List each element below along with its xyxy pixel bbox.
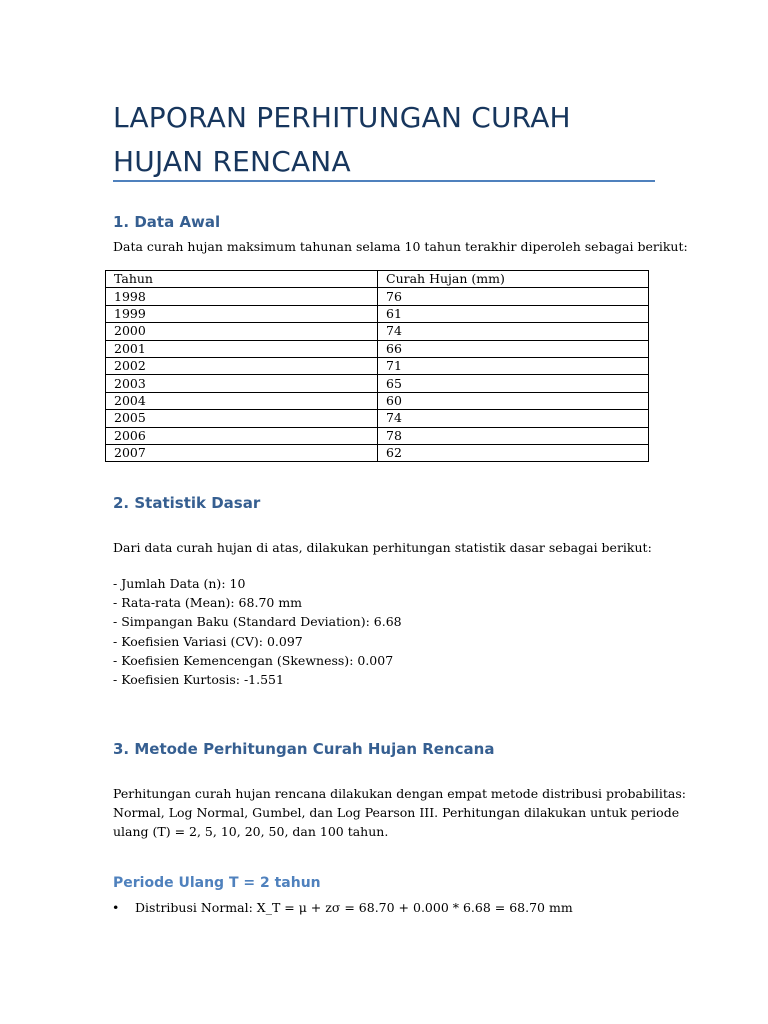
year-cell: 2005 (106, 410, 378, 427)
section-1-intro: Data curah hujan maksimum tahunan selama 10 tahun terakhir diperoleh sebagai berikut: (113, 239, 688, 254)
rainfall-cell: 65 (378, 375, 649, 392)
rainfall-cell: 61 (378, 305, 649, 322)
section-2-intro: Dari data curah hujan di atas, dilakukan perhitungan statistik dasar sebagai berikut: (113, 540, 652, 555)
section-3-heading: 3. Metode Perhitungan Curah Hujan Rencana (113, 740, 495, 758)
list-item: - Koefisien Kemencengan (Skewness): 0.007 (113, 652, 394, 668)
list-item: - Jumlah Data (n): 10 (113, 576, 246, 591)
statistics-list (113, 574, 402, 689)
year-cell: 2004 (106, 392, 378, 409)
rainfall-cell: 76 (378, 288, 649, 305)
title-line-1: LAPORAN PERHITUNGAN CURAH (113, 101, 571, 134)
year-cell: 2000 (106, 323, 378, 340)
section-2-heading: 2. Statistik Dasar (113, 494, 261, 512)
table-row (106, 340, 649, 357)
table-row (106, 392, 649, 409)
title-divider (113, 180, 655, 182)
table-row (106, 357, 649, 374)
document-title (113, 96, 655, 184)
table-header-cell: Tahun (106, 271, 378, 288)
paragraph-line: Normal, Log Normal, Gumbel, dan Log Pearson III. Perhitungan dilakukan untuk periode (113, 805, 680, 820)
return-period-subheading: Periode Ulang T = 2 tahun (113, 875, 321, 891)
bullet-text: Distribusi Normal: X_T = μ + zσ = 68.70 + 0.000 * 6.68 = 68.70 mm (135, 900, 573, 915)
year-cell: 1999 (106, 305, 378, 322)
rainfall-cell: 74 (378, 410, 649, 427)
table-row (106, 323, 649, 340)
paragraph-line: Perhitungan curah hujan rencana dilakukan dengan empat metode distribusi probabilitas: (113, 786, 687, 801)
table-row (106, 410, 649, 427)
year-cell: 1998 (106, 288, 378, 305)
rainfall-cell: 74 (378, 323, 649, 340)
table-row (106, 288, 649, 305)
rainfall-cell: 71 (378, 357, 649, 374)
list-item: - Rata-rata (Mean): 68.70 mm (113, 595, 303, 611)
rainfall-cell: 78 (378, 427, 649, 444)
paragraph-line: ulang (T) = 2, 5, 10, 20, 50, dan 100 tahun. (113, 824, 389, 839)
table-row (106, 444, 649, 461)
table-header-row (106, 271, 649, 288)
rainfall-cell: 66 (378, 340, 649, 357)
rainfall-table (105, 270, 649, 462)
list-item: - Simpangan Baku (Standard Deviation): 6.68 (113, 614, 402, 630)
section-3-paragraph (113, 784, 686, 841)
rainfall-cell: 62 (378, 444, 649, 461)
year-cell: 2002 (106, 357, 378, 374)
table-row (106, 427, 649, 444)
bullet-icon: • (112, 900, 120, 915)
list-item: - Koefisien Kurtosis: -1.551 (113, 672, 284, 688)
table-header-cell: Curah Hujan (mm) (378, 271, 649, 288)
year-cell: 2007 (106, 444, 378, 461)
section-1-heading: 1. Data Awal (113, 213, 221, 231)
year-cell: 2001 (106, 340, 378, 357)
rainfall-cell: 60 (378, 392, 649, 409)
year-cell: 2006 (106, 427, 378, 444)
table-row (106, 305, 649, 322)
table-row (106, 375, 649, 392)
year-cell: 2003 (106, 375, 378, 392)
title-line-2: HUJAN RENCANA (113, 145, 351, 178)
list-item: - Koefisien Variasi (CV): 0.097 (113, 633, 303, 649)
